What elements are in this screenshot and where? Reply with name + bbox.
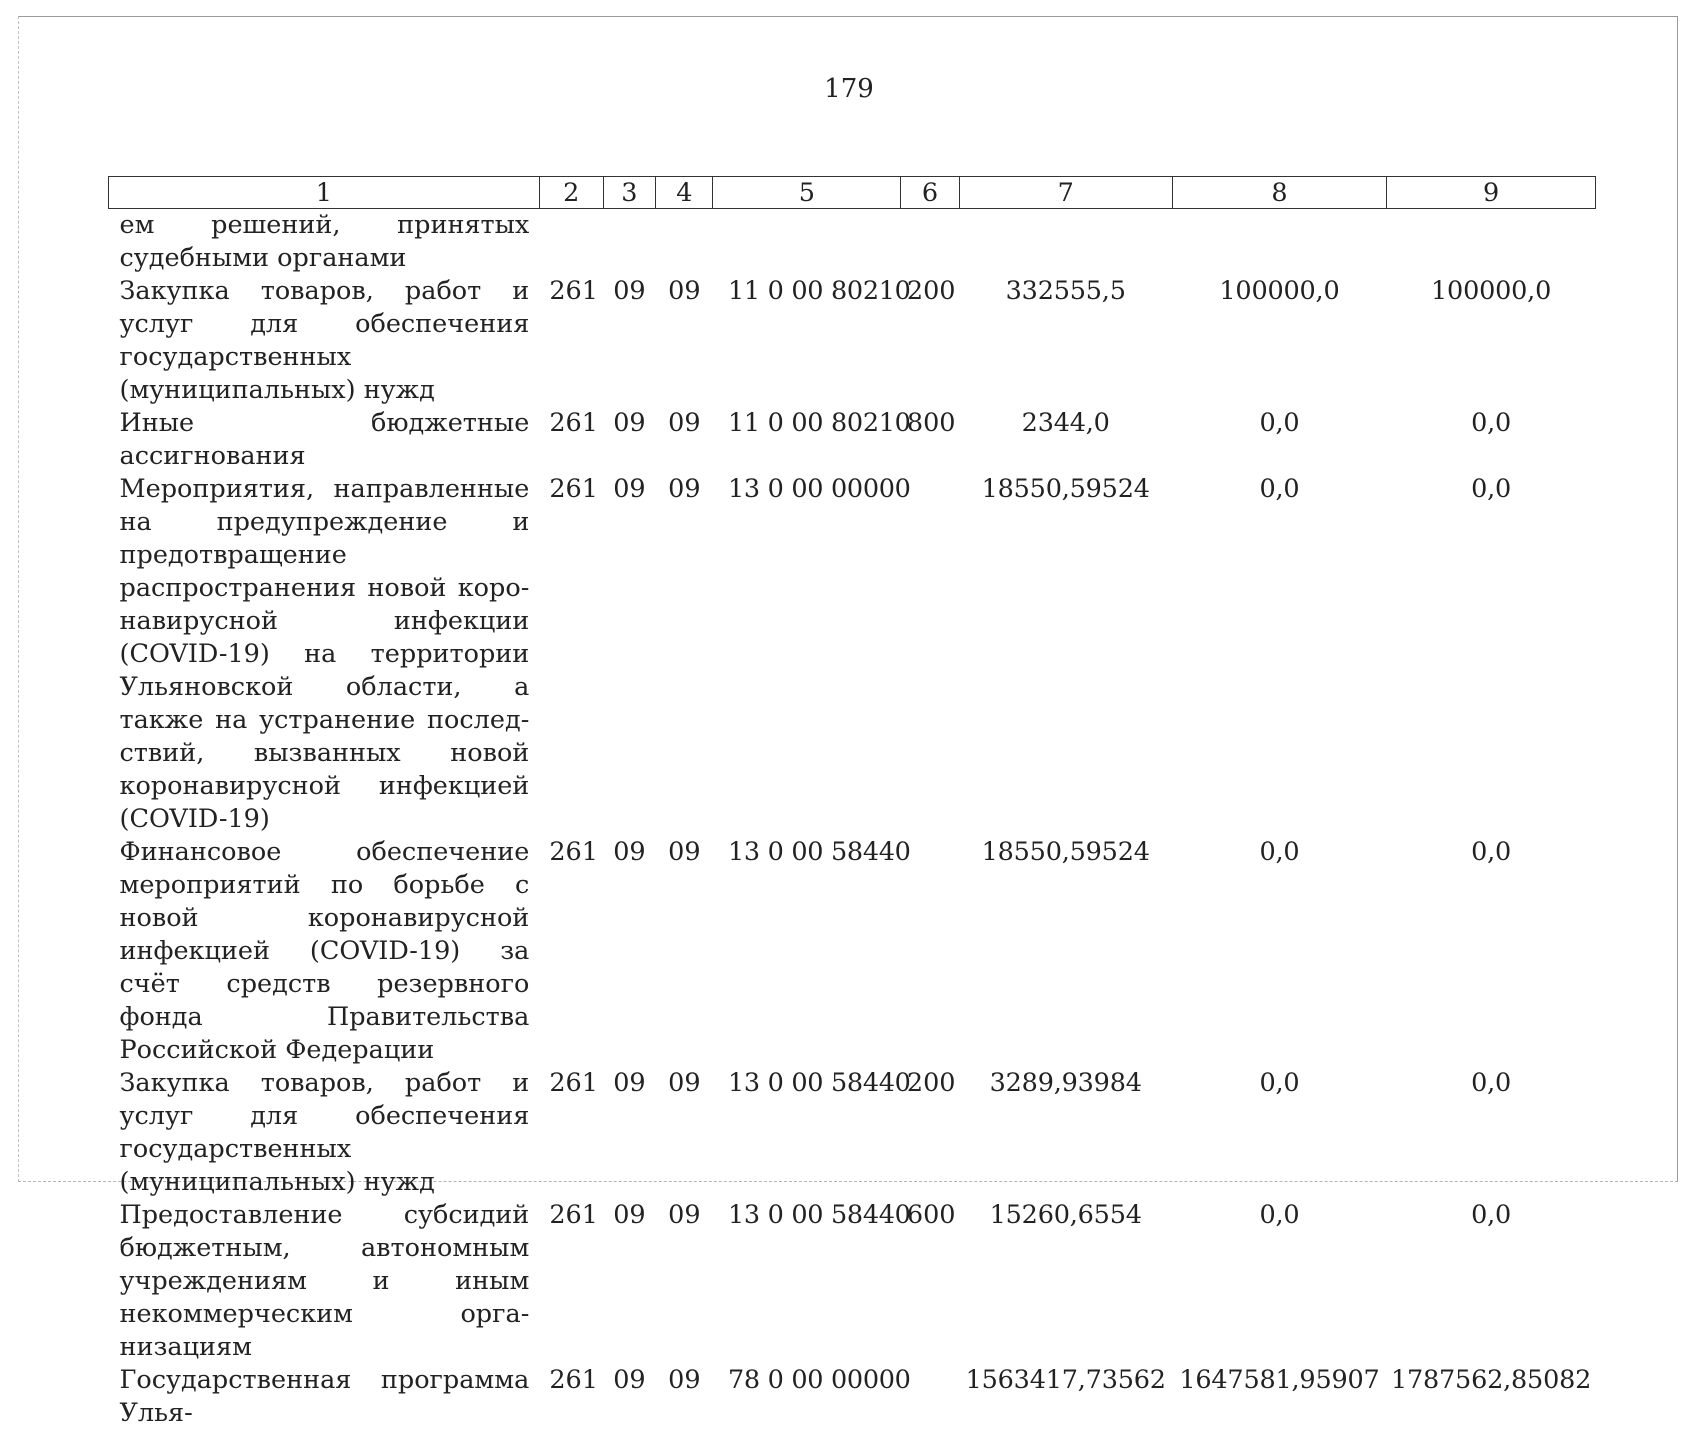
row-name: ем решений, принятых судебными органами <box>109 209 540 276</box>
table-row <box>109 407 1596 473</box>
row-name: Мероприятия, направленные на предупреждение и предотвращение распространения новой коронавирусной инфекции (COVID-19) на территории Ульяновской области, а также на устранение последствий, вызванных новой коронавирусной инфекцией (COVID-19) <box>109 473 540 836</box>
row-target-code: 13 0 00 00000 <box>713 473 901 836</box>
column-header: 7 <box>959 177 1172 209</box>
row-amount-col8: 1647581,95907 <box>1172 1364 1386 1430</box>
row-amount-col7: 1563417,73562 <box>959 1364 1172 1430</box>
row-grbs: 261 <box>539 1364 603 1430</box>
row-subsection <box>656 209 713 276</box>
row-name: Предоставление субсидий бюджетным, автономным учреждениям и иным некоммерческим организациям <box>109 1199 540 1364</box>
row-amount-col9: 0,0 <box>1387 1199 1596 1364</box>
row-amount-col9 <box>1387 209 1596 276</box>
row-amount-col7: 18550,59524 <box>959 473 1172 836</box>
row-expense-type <box>901 209 959 276</box>
column-header: 9 <box>1387 177 1596 209</box>
row-subsection: 09 <box>656 836 713 1067</box>
row-amount-col8: 0,0 <box>1172 1199 1386 1364</box>
row-amount-col9: 0,0 <box>1387 836 1596 1067</box>
table-row <box>109 473 1596 836</box>
budget-table <box>108 176 1596 1430</box>
row-name: Закупка товаров, работ и услуг для обеспечения государственных (муниципальных) нужд <box>109 275 540 407</box>
row-grbs: 261 <box>539 275 603 407</box>
row-expense-type <box>901 473 959 836</box>
row-expense-type: 200 <box>901 1067 959 1199</box>
table-row <box>109 1067 1596 1199</box>
column-header: 6 <box>901 177 959 209</box>
row-amount-col7: 332555,5 <box>959 275 1172 407</box>
column-header: 3 <box>603 177 656 209</box>
table-header <box>109 177 1596 209</box>
row-name: Государственная программа Улья- <box>109 1364 540 1430</box>
row-target-code: 78 0 00 00000 <box>713 1364 901 1430</box>
row-name: Иные бюджетные ассигнования <box>109 407 540 473</box>
row-amount-col7: 3289,93984 <box>959 1067 1172 1199</box>
row-grbs: 261 <box>539 407 603 473</box>
table-row <box>109 1199 1596 1364</box>
row-section: 09 <box>603 836 656 1067</box>
row-target-code: 11 0 00 80210 <box>713 275 901 407</box>
row-subsection: 09 <box>656 407 713 473</box>
row-grbs: 261 <box>539 1199 603 1364</box>
row-section: 09 <box>603 275 656 407</box>
row-amount-col9: 0,0 <box>1387 473 1596 836</box>
row-amount-col8: 0,0 <box>1172 1067 1386 1199</box>
row-section: 09 <box>603 1364 656 1430</box>
row-target-code: 13 0 00 58440 <box>713 836 901 1067</box>
row-target-code: 13 0 00 58440 <box>713 1199 901 1364</box>
row-target-code: 13 0 00 58440 <box>713 1067 901 1199</box>
row-grbs <box>539 209 603 276</box>
row-subsection: 09 <box>656 1199 713 1364</box>
row-section: 09 <box>603 1067 656 1199</box>
row-amount-col9: 1787562,85082 <box>1387 1364 1596 1430</box>
row-grbs: 261 <box>539 473 603 836</box>
row-expense-type <box>901 836 959 1067</box>
row-expense-type: 600 <box>901 1199 959 1364</box>
row-grbs: 261 <box>539 836 603 1067</box>
row-amount-col8 <box>1172 209 1386 276</box>
column-header: 2 <box>539 177 603 209</box>
row-subsection: 09 <box>656 1067 713 1199</box>
table-row <box>109 1364 1596 1430</box>
row-section: 09 <box>603 407 656 473</box>
column-header: 4 <box>656 177 713 209</box>
row-amount-col8: 100000,0 <box>1172 275 1386 407</box>
row-name: Закупка товаров, работ и услуг для обеспечения государственных (муниципальных) нужд <box>109 1067 540 1199</box>
row-subsection: 09 <box>656 275 713 407</box>
row-amount-col9: 0,0 <box>1387 1067 1596 1199</box>
page-number: 179 <box>0 74 1698 104</box>
row-amount-col9: 0,0 <box>1387 407 1596 473</box>
row-amount-col8: 0,0 <box>1172 473 1386 836</box>
row-amount-col7 <box>959 209 1172 276</box>
row-expense-type: 200 <box>901 275 959 407</box>
row-section <box>603 209 656 276</box>
column-header: 8 <box>1172 177 1386 209</box>
column-header: 5 <box>713 177 901 209</box>
row-section: 09 <box>603 1199 656 1364</box>
row-grbs: 261 <box>539 1067 603 1199</box>
row-target-code <box>713 209 901 276</box>
row-subsection: 09 <box>656 473 713 836</box>
row-amount-col7: 18550,59524 <box>959 836 1172 1067</box>
column-header: 1 <box>109 177 540 209</box>
row-amount-col9: 100000,0 <box>1387 275 1596 407</box>
row-amount-col8: 0,0 <box>1172 407 1386 473</box>
row-amount-col8: 0,0 <box>1172 836 1386 1067</box>
row-section: 09 <box>603 473 656 836</box>
row-target-code: 11 0 00 80210 <box>713 407 901 473</box>
table-body <box>109 209 1596 1430</box>
row-name: Финансовое обеспечение мероприятий по борьбе с новой коронавирусной инфекцией (COVID-19) за счёт средств резервного фонда Правительства Российской Федерации <box>109 836 540 1067</box>
table-row <box>109 209 1596 276</box>
table-row <box>109 275 1596 407</box>
row-subsection: 09 <box>656 1364 713 1430</box>
row-expense-type: 800 <box>901 407 959 473</box>
table-row <box>109 836 1596 1067</box>
row-amount-col7: 2344,0 <box>959 407 1172 473</box>
row-amount-col7: 15260,6554 <box>959 1199 1172 1364</box>
header-row <box>109 177 1596 209</box>
